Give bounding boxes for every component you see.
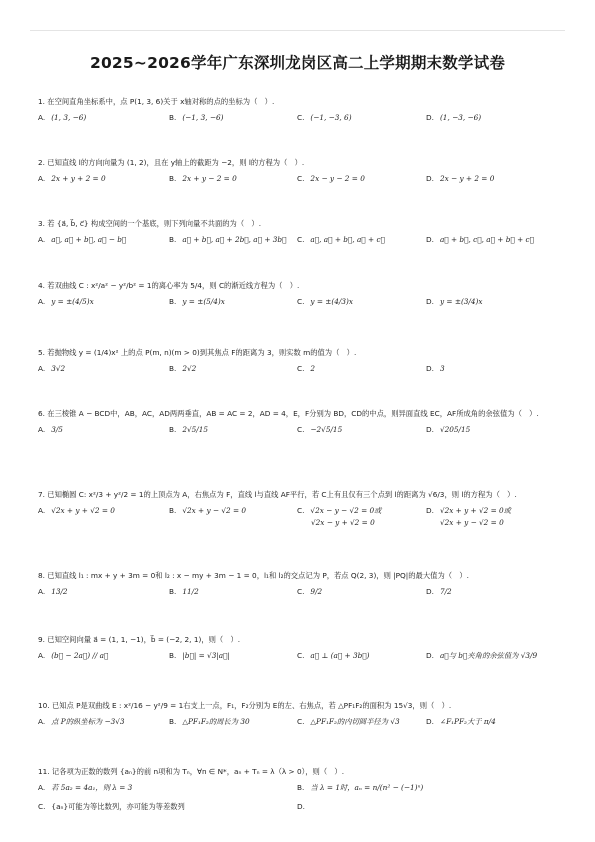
question-9 bbox=[38, 634, 560, 664]
question-stem: 10. 已知点 P是双曲线 E : x²/16 − y²/9 = 1右支上一点，F₁，F₂分别为 E的左、右焦点，若 △PF₁F₂的面积为 15√3，则（ ）. bbox=[38, 701, 452, 710]
question-2 bbox=[38, 157, 560, 187]
option-c[interactable]: C. a⃗, a⃗ + b⃗, a⃗ + c⃗ bbox=[297, 235, 385, 244]
option-a[interactable]: A. a⃗, a⃗ + b⃗, a⃗ − b⃗ bbox=[38, 235, 127, 244]
question-options bbox=[38, 112, 560, 126]
option-a[interactable]: A. (1, 3, −6) bbox=[38, 113, 87, 122]
option-a[interactable]: A. 点 P的纵坐标为 −3√3 bbox=[38, 717, 125, 726]
option-b[interactable]: B. y = ±(5/4)x bbox=[169, 297, 225, 306]
option-c[interactable]: C. √2x − y − √2 = 0或 √2x − y + √2 = 0 bbox=[297, 506, 382, 527]
option-a[interactable]: A. 2x + y + 2 = 0 bbox=[38, 174, 106, 183]
question-stem: 8. 已知直线 l₁ : mx + y + 3m = 0和 l₂ : x − my + 3m − 1 = 0，l₁和 l₂的交点记为 P，若点 Q(2, 3)，则 |PQ|的最大值为（ ）. bbox=[38, 571, 469, 580]
question-options bbox=[38, 173, 560, 187]
option-c[interactable]: C. 9/2 bbox=[297, 587, 323, 596]
option-d[interactable]: D. bbox=[297, 802, 305, 811]
question-options bbox=[38, 782, 560, 816]
question-options bbox=[38, 716, 560, 730]
question-stem: 5. 若抛物线 y = (1/4)x² 上的点 P(m, n)(m > 0)到其焦点 F的距离为 3，则实数 m的值为（ ）. bbox=[38, 348, 357, 357]
option-b[interactable]: B. 2√2 bbox=[169, 364, 197, 373]
option-b[interactable]: B. 2√5/15 bbox=[169, 425, 209, 434]
question-options bbox=[38, 363, 560, 377]
option-d[interactable]: D. (1, −3, −6) bbox=[426, 113, 482, 122]
header-divider bbox=[30, 30, 565, 31]
page-title: 2025~2026学年广东深圳龙岗区高二上学期期末数学试卷 bbox=[89, 54, 506, 72]
question-stem: 4. 若双曲线 C : x²/a² − y²/b² = 1的离心率为 5/4，则 C的渐近线方程为（ ）. bbox=[38, 281, 300, 290]
option-d[interactable]: D. √2x + y + √2 = 0或 √2x + y − √2 = 0 bbox=[426, 506, 511, 527]
question-options bbox=[38, 505, 560, 531]
option-a[interactable]: A. y = ±(4/5)x bbox=[38, 297, 94, 306]
question-7 bbox=[38, 489, 560, 531]
option-d[interactable]: D. a⃗ + b⃗, c⃗, a⃗ + b⃗ + c⃗ bbox=[426, 235, 534, 244]
question-stem: 7. 已知椭圆 C: x²/3 + y²/2 = 1的上顶点为 A，右焦点为 F，直线 l与直线 AF平行，若 C上有且仅有三个点到 l的距离为 √6/3，则 l的方程为（ ）. bbox=[38, 490, 517, 499]
question-4 bbox=[38, 280, 560, 310]
question-1 bbox=[38, 96, 560, 126]
question-options bbox=[38, 650, 560, 664]
question-stem: 6. 在三棱锥 A − BCD中，AB，AC，AD两两垂直，AB = AC = 2，AD = 4，E，F分别为 BD，CD的中点，则异面直线 EC，AF所成角的余弦值为（ ）. bbox=[38, 409, 539, 418]
option-c[interactable]: C. −2√5/15 bbox=[297, 425, 343, 434]
option-c[interactable]: C. y = ±(4/3)x bbox=[297, 297, 353, 306]
option-a[interactable]: A. 3√2 bbox=[38, 364, 66, 373]
option-b[interactable]: B. |b⃗| = √3|a⃗| bbox=[169, 651, 230, 660]
option-a[interactable]: A. 若 5a₂ = 4a₁，则 λ = 3 bbox=[38, 783, 133, 792]
question-options bbox=[38, 234, 560, 248]
question-stem: 3. 若 {a⃗, b⃗, c⃗} 构成空间的一个基底，则下列向量不共面的为（ ）. bbox=[38, 219, 262, 228]
option-b[interactable]: B. △PF₁F₂的周长为 30 bbox=[169, 717, 250, 726]
option-b[interactable]: B. 11/2 bbox=[169, 587, 199, 596]
question-options bbox=[38, 424, 560, 438]
option-c[interactable]: C. (−1, −3, 6) bbox=[297, 113, 352, 122]
question-3 bbox=[38, 218, 560, 248]
question-11 bbox=[38, 766, 560, 816]
question-options bbox=[38, 586, 560, 600]
option-b[interactable]: B. (−1, 3, −6) bbox=[169, 113, 224, 122]
question-6 bbox=[38, 408, 560, 438]
option-d[interactable]: D. ∠F₁PF₂大于 π/4 bbox=[426, 717, 496, 726]
option-d[interactable]: D. y = ±(3/4)x bbox=[426, 297, 483, 306]
option-c[interactable]: C. 2x − y − 2 = 0 bbox=[297, 174, 365, 183]
option-a[interactable]: A. 3/5 bbox=[38, 425, 63, 434]
question-stem: 9. 已知空间向量 a⃗ = (1, 1, −1)，b⃗ = (−2, 2, 1)，则（ ）. bbox=[38, 635, 241, 644]
option-c[interactable]: C. 2 bbox=[297, 364, 316, 373]
option-d[interactable]: D. 3 bbox=[426, 364, 445, 373]
option-d[interactable]: D. 2x − y + 2 = 0 bbox=[426, 174, 495, 183]
option-b[interactable]: B. a⃗ + b⃗, a⃗ + 2b⃗, a⃗ + 3b⃗ bbox=[169, 235, 287, 244]
option-a[interactable]: A. √2x + y + √2 = 0 bbox=[38, 506, 115, 515]
option-c[interactable]: C. △PF₁F₂的内切圆半径为 √3 bbox=[297, 717, 400, 726]
question-8 bbox=[38, 570, 560, 600]
option-b[interactable]: B. 2x + y − 2 = 0 bbox=[169, 174, 237, 183]
question-stem: 2. 已知直线 l的方向向量为 (1, 2)，且在 y轴上的截距为 −2，则 l的方程为（ ）. bbox=[38, 158, 305, 167]
question-options bbox=[38, 296, 560, 310]
question-stem: 11. 记各项为正数的数列 {aₙ}的前 n项和为 Tₙ，∀n ∈ N*，aₙ + Tₙ = λ（λ > 0），则（ ）. bbox=[38, 767, 345, 776]
option-d[interactable]: D. 7/2 bbox=[426, 587, 452, 596]
option-c[interactable]: C. {aₙ}可能为等比数列，亦可能为等差数列 bbox=[38, 802, 185, 811]
option-d[interactable]: D. a⃗与 b⃗夹角的余弦值为 √3/9 bbox=[426, 651, 538, 660]
option-b[interactable]: B. 当 λ = 1时，aₙ = n/(n² − (−1)ⁿ) bbox=[297, 783, 424, 792]
option-b[interactable]: B. √2x + y − √2 = 0 bbox=[169, 506, 247, 515]
option-a[interactable]: A. (b⃗ − 2a⃗) // a⃗ bbox=[38, 651, 109, 660]
option-c[interactable]: C. a⃗ ⊥ (a⃗ + 3b⃗) bbox=[297, 651, 370, 660]
option-d[interactable]: D. √205/15 bbox=[426, 425, 471, 434]
question-5 bbox=[38, 347, 560, 377]
question-stem: 1. 在空间直角坐标系中，点 P(1, 3, 6)关于 x轴对称的点的坐标为（ ）. bbox=[38, 97, 275, 106]
option-a[interactable]: A. 13/2 bbox=[38, 587, 68, 596]
question-10 bbox=[38, 700, 560, 730]
